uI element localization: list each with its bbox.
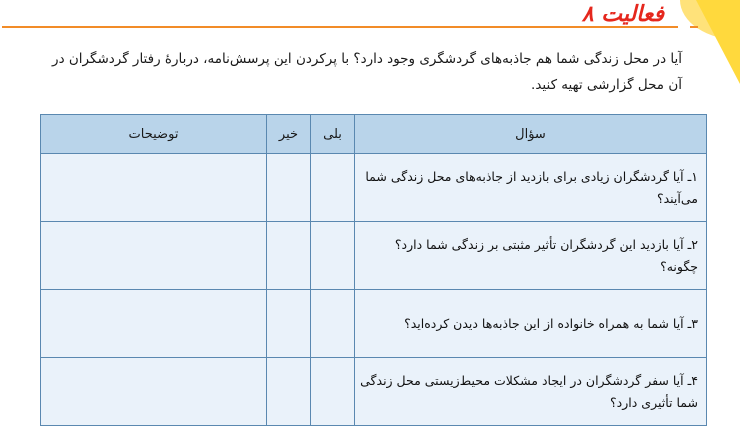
no-cell[interactable]	[267, 154, 311, 222]
notes-cell[interactable]	[41, 154, 267, 222]
questionnaire-table	[40, 114, 707, 426]
table-row	[41, 222, 707, 290]
activity-title: فعالیت ۸	[581, 2, 664, 27]
yes-cell[interactable]	[311, 358, 355, 426]
header-divider	[2, 26, 678, 28]
header-divider-right	[690, 26, 698, 28]
no-cell[interactable]	[267, 358, 311, 426]
notes-cell[interactable]	[41, 290, 267, 358]
intro-text: آیا در محل زندگی شما هم جاذبه‌های گردشگری وجود دارد؟ با پرکردن این پرسش‌نامه، دربارهٔ رفتار گردشگران در آن محل گزارشی تهیه کنید.	[52, 51, 682, 93]
yes-cell[interactable]	[311, 290, 355, 358]
table-header-row	[41, 115, 707, 154]
question-cell: ۱ـ آیا گردشگران زیادی برای بازدید از جاذبه‌های محل زندگی شما می‌آیند؟	[355, 154, 707, 222]
table-row	[41, 154, 707, 222]
yes-cell[interactable]	[311, 154, 355, 222]
header-no: خیر	[267, 115, 311, 154]
header-yes: بلی	[311, 115, 355, 154]
question-cell: ۳ـ آیا شما به همراه خانواده از این جاذبه‌ها دیدن کرده‌اید؟	[355, 290, 707, 358]
question-cell: ۲ـ آیا بازدید این گردشگران تأثیر مثبتی بر زندگی شما دارد؟ چگونه؟	[355, 222, 707, 290]
table-row	[41, 290, 707, 358]
notes-cell[interactable]	[41, 222, 267, 290]
header-notes: توضیحات	[41, 115, 267, 154]
notes-cell[interactable]	[41, 358, 267, 426]
table-row	[41, 358, 707, 426]
header-question: سؤال	[355, 115, 707, 154]
yes-cell[interactable]	[311, 222, 355, 290]
question-cell: ۴ـ آیا سفر گردشگران در ایجاد مشکلات محیط‌زیستی محل زندگی شما تأثیری دارد؟	[355, 358, 707, 426]
no-cell[interactable]	[267, 290, 311, 358]
no-cell[interactable]	[267, 222, 311, 290]
